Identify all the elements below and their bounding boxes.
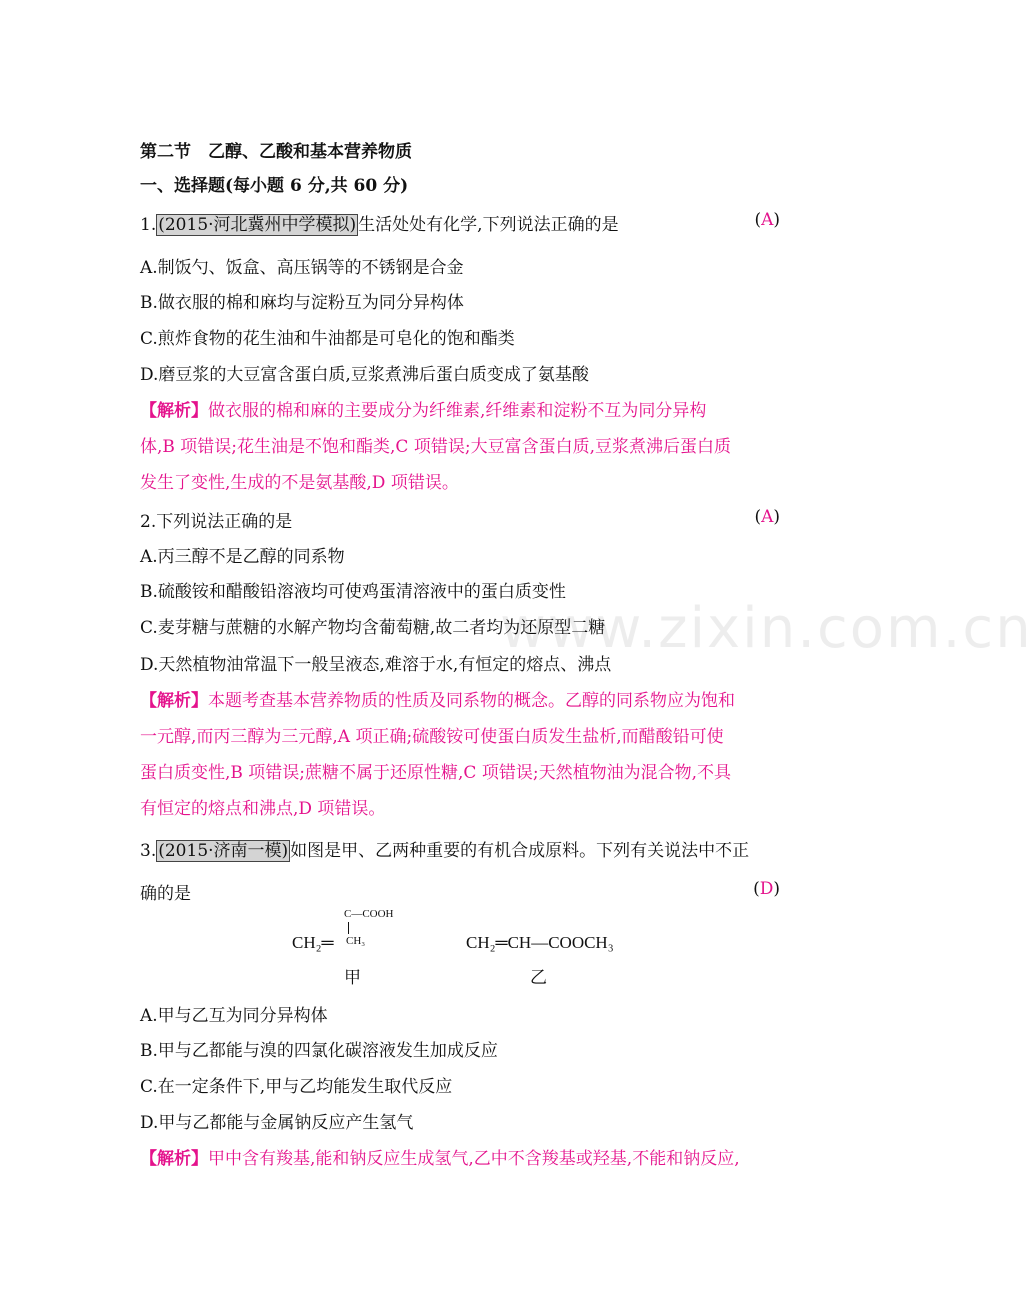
q2-option-c: C.麦芽糖与蔗糖的水解产物均含葡萄糖,故二者均为还原型二糖 [140, 618, 606, 638]
structure-jia-bond [348, 922, 349, 934]
question-2-answer: (A) [754, 507, 780, 527]
structure-jia-sub: CH₃ [346, 935, 366, 947]
answer-letter: A [761, 507, 774, 527]
question-3-stem-line-2: 确的是 [140, 884, 191, 904]
question-3-answer: (D) [753, 879, 780, 899]
question-number: 2. [140, 512, 157, 532]
analysis-text: 本题考查基本营养物质的性质及同系物的概念。乙醇的同系物应为饱和 [208, 691, 735, 711]
answer-letter: D [759, 879, 774, 899]
q1-option-a: A.制饭勺、饭盒、高压锅等的不锈钢是合金 [140, 258, 464, 278]
q2-option-a: A.丙三醇不是乙醇的同系物 [140, 547, 345, 567]
question-number: 3. [140, 841, 157, 861]
q1-option-d: D.磨豆浆的大豆富含蛋白质,豆浆煮沸后蛋白质变成了氨基酸 [140, 365, 589, 385]
section-title: 第二节 乙醇、乙酸和基本营养物质 [140, 142, 412, 162]
q2-analysis-line-3: 蛋白质变性,B 项错误;蔗糖不属于还原性糖,C 项错误;天然植物油为混合物,不具 [140, 763, 731, 783]
q2-analysis-line-4: 有恒定的熔点和沸点,D 项错误。 [140, 799, 386, 819]
structure-yi-label: 乙 [530, 968, 547, 988]
question-number: 1. [140, 215, 157, 235]
question-1-answer: (A) [754, 210, 780, 230]
analysis-label: 【解析】 [140, 691, 208, 711]
question-text: 下列说法正确的是 [156, 512, 293, 532]
analysis-text: 做衣服的棉和麻的主要成分为纤维素,纤维素和淀粉不互为同分异构 [208, 401, 707, 421]
question-text: 如图是甲、乙两种重要的有机合成原料。下列有关说法中不正 [290, 841, 750, 861]
structure-jia-left: CH₂═ [292, 933, 334, 952]
q1-analysis-line-2: 体,B 项错误;花生油是不饱和酯类,C 项错误;大豆富含蛋白质,豆浆煮沸后蛋白质 [140, 437, 731, 457]
watermark-text: www.zixin.com.cn [500, 596, 1033, 661]
question-2-stem [140, 507, 292, 532]
part-title: 一、选择题(每小题 6 分,共 60 分) [140, 176, 409, 196]
structure-jia-top: C—COOH [344, 908, 394, 920]
q3-analysis-line-1 [140, 1144, 740, 1169]
analysis-label: 【解析】 [140, 1149, 208, 1169]
answer-letter: A [761, 210, 774, 230]
q3-option-c: C.在一定条件下,甲与乙均能发生取代反应 [140, 1077, 453, 1097]
q3-option-b: B.甲与乙都能与溴的四氯化碳溶液发生加成反应 [140, 1041, 498, 1061]
analysis-text: 甲中含有羧基,能和钠反应生成氢气,乙中不含羧基或羟基,不能和钠反应, [208, 1149, 740, 1169]
source-tag: (2015·济南一模) [158, 841, 289, 861]
q1-analysis-line-1 [140, 396, 706, 421]
q2-analysis-line-2: 一元醇,而丙三醇为三元醇,A 项正确;硫酸铵可使蛋白质发生盐析,而醋酸铅可使 [140, 727, 724, 747]
structure-yi-formula: CH₂═CH—COOCH₃ [466, 933, 614, 952]
q1-option-c: C.煎炸食物的花生油和牛油都是可皂化的饱和酯类 [140, 329, 515, 349]
q2-option-d: D.天然植物油常温下一般呈液态,难溶于水,有恒定的熔点、沸点 [140, 655, 612, 675]
question-3-stem [140, 836, 749, 861]
q1-analysis-line-3: 发生了变性,生成的不是氨基酸,D 项错误。 [140, 473, 459, 493]
structure-jia-label: 甲 [344, 968, 361, 988]
q3-option-a: A.甲与乙互为同分异构体 [140, 1006, 328, 1026]
analysis-label: 【解析】 [140, 401, 208, 421]
q3-option-d: D.甲与乙都能与金属钠反应产生氢气 [140, 1113, 414, 1133]
question-text: 生活处处有化学,下列说法正确的是 [358, 215, 619, 235]
q1-option-b: B.做衣服的棉和麻均与淀粉互为同分异构体 [140, 293, 464, 313]
q2-option-b: B.硫酸铵和醋酸铅溶液均可使鸡蛋清溶液中的蛋白质变性 [140, 582, 566, 602]
question-1-stem [140, 210, 619, 235]
q2-analysis-line-1 [140, 686, 735, 711]
source-tag: (2015·河北冀州中学模拟) [158, 215, 357, 235]
